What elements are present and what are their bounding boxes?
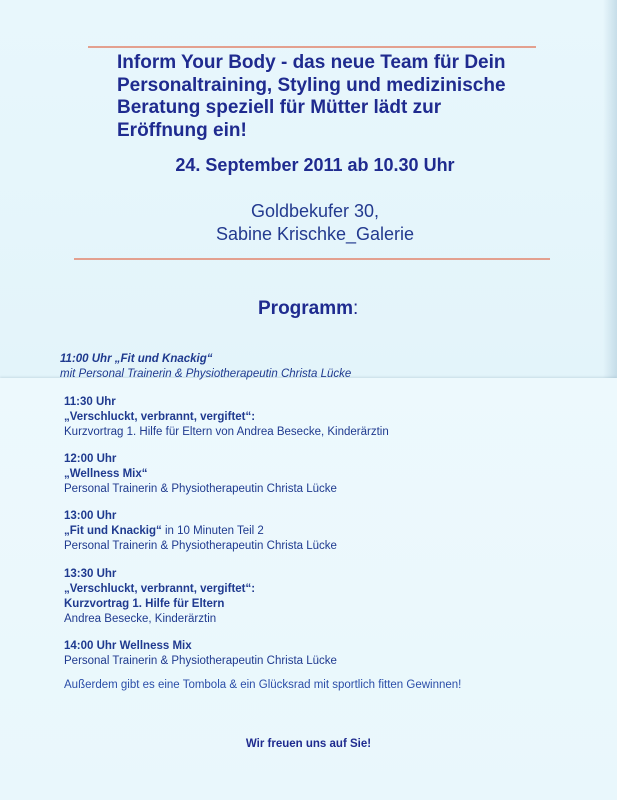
program-entry — [64, 567, 255, 627]
program-entry — [64, 639, 337, 669]
program-title — [258, 298, 358, 320]
entry-description: Andrea Besecke, Kinderärztin — [64, 613, 217, 625]
program-title-text: Programm — [258, 298, 354, 319]
entry-subtitle: Kurzvortrag 1. Hilfe für Eltern — [64, 598, 225, 610]
entry-time: 13:30 Uhr — [64, 568, 117, 580]
headline-line: Beratung speziell für Mütter lädt zur — [117, 97, 442, 118]
headline-line: Eröffnung ein! — [117, 119, 247, 141]
event-date: 24. September 2011 ab 10.30 Uhr — [175, 155, 455, 175]
closing-line: Wir freuen uns auf Sie! — [245, 738, 372, 750]
entry-time: 12:00 Uhr — [64, 453, 117, 465]
entry-title: „Wellness Mix“ — [64, 468, 148, 480]
entry-title: 14:00 Uhr Wellness Mix — [64, 640, 192, 652]
program-entry — [64, 395, 389, 440]
headline-line: Inform Your Body - das neue Team für Dein — [117, 52, 506, 73]
entry-time: 11:30 Uhr — [64, 396, 116, 408]
event-address — [0, 200, 617, 246]
tombola-note: Außerdem gibt es eine Tombola & ein Glücksrad mit sportlich fitten Gewinnen! — [64, 679, 462, 691]
entry-description: Personal Trainerin & Physiotherapeutin Christa Lücke — [64, 655, 337, 667]
address-street: Goldbekufer 30, — [250, 201, 380, 221]
paper-edge-shadow — [603, 0, 617, 380]
headline-line: Personaltraining, Styling und medizinische — [117, 74, 506, 96]
middle-divider — [74, 258, 550, 260]
program-entry — [64, 509, 337, 554]
program-title-colon: : — [353, 298, 359, 319]
entry-description: Personal Trainerin & Physiotherapeutin Christa Lücke — [64, 483, 337, 495]
entry-title: „Fit und Knackig“ — [64, 525, 162, 537]
entry-title: „Verschluckt, verbrannt, vergiftet“: — [64, 411, 256, 423]
entry-title-line — [64, 524, 337, 539]
top-divider — [88, 46, 536, 48]
program-entry — [60, 352, 351, 382]
entry-description: mit Personal Trainerin & Physiotherapeutin Christa Lücke — [60, 368, 352, 380]
entry-title-suffix: in 10 Minuten Teil 2 — [161, 525, 264, 537]
address-venue: Sabine Krischke_Galerie — [215, 224, 415, 244]
entry-time: 13:00 Uhr — [64, 510, 117, 522]
entry-title: 11:00 Uhr „Fit und Knackig“ — [60, 353, 213, 365]
headline — [117, 52, 557, 142]
entry-title: „Verschluckt, verbrannt, vergiftet“: — [64, 583, 256, 595]
program-entry — [64, 452, 337, 497]
entry-description: Personal Trainerin & Physiotherapeutin Christa Lücke — [64, 540, 337, 552]
entry-description: Kurzvortrag 1. Hilfe für Eltern von Andrea Besecke, Kinderärztin — [64, 426, 389, 438]
